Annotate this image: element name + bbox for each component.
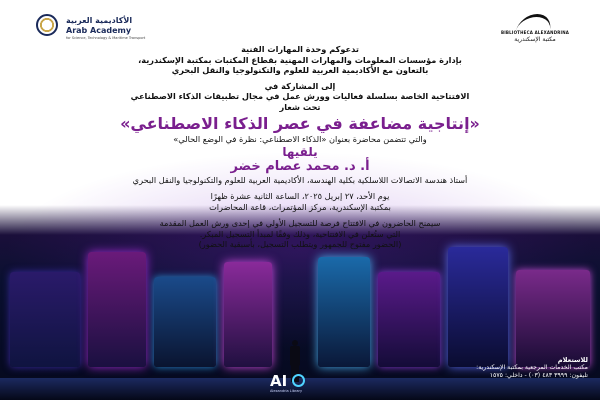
arab-academy-logo (22, 14, 172, 46)
invite-line-3: بالتعاون مع الأكاديمية العربية للعلوم والتكنولوجيا والنقل البحري (171, 65, 429, 75)
ai-logo-text: AI (270, 372, 288, 390)
contact-heading: للاستعلام (557, 356, 588, 364)
event-date-time: يوم الأحد، ٢٧ إبريل ٢٠٢٥، الساعة الثانية عشرة ظهرًا (210, 191, 390, 201)
invite-line-2: بإدارة مؤسسات المعلومات والمهارات المهنية بقطاع المكتبات بمكتبة الإسكندرية، (138, 54, 462, 65)
contact-line-2: تليفون: ٣٩٩٩ ٤٨٣ (٠٣) - داخلي: ١٥٧٥ (489, 372, 588, 379)
ai-logo-subtitle: Alexandria Library (270, 389, 303, 393)
invite-line-1: تدعوكم وحدة المهارات الفنية (241, 44, 359, 54)
contact-info (428, 356, 588, 380)
note-line-2: التي ستُعلن في الافتتاحية، وذلك وفقًا لمبدأ التسجيل المبكر. (199, 228, 401, 239)
contact-line-1: مكتب الخدمات المرجعية بمكتبة الإسكندرية: (476, 364, 588, 371)
academy-arabic-name: الأكاديمية العربية (66, 16, 133, 25)
ai-logo-ring-icon (292, 374, 305, 387)
header-logos (0, 0, 600, 48)
event-slogan-title: «إنتاجية مضاعفة في عصر الذكاء الاصطناعي» (120, 114, 480, 133)
academy-emblem-icon (36, 14, 58, 36)
library-arabic-name: مكتبة الإسكندرية (514, 36, 556, 43)
lecture-title-line: والتي تتضمن محاضرة بعنوان «الذكاء الاصطناعي: نظرة في الوضع الحالي» (173, 134, 427, 144)
academy-english-name: Arab Academy (66, 26, 132, 35)
note-line-1: سيمنح الحاضرون في الافتتاح فرصة للتسجيل الأولي في إحدى ورش العمل المقدمة (159, 218, 441, 228)
note-line-3: (الحضور مفتوح للجمهور ويتطلب التسجيل، بأسبقية الحضور) (198, 239, 402, 249)
speaker-title: أستاذ هندسة الاتصالات اللاسلكية بكلية الهندسة، الأكاديمية العربية للعلوم والتكنولوجيا والنقل البحري (132, 174, 468, 185)
invite-line-5: الافتتاحية الخاصة بسلسلة فعاليات وورش عمل في مجال تطبيقات الذكاء الاصطناعي (130, 91, 470, 101)
speaker-name: أ. د. محمد عصام خضر (230, 158, 370, 174)
academy-english-subtitle: for Science, Technology & Maritime Transport (66, 36, 146, 40)
event-location: بمكتبة الإسكندرية، مركز المؤتمرات، قاعة المحاضرات (209, 201, 391, 212)
ai-event-logo (270, 372, 330, 394)
invite-line-6: تحت شعار (279, 101, 321, 112)
invite-line-4: إلى المشاركة في (264, 80, 336, 91)
library-arc-icon (516, 14, 555, 31)
invitation-text (0, 44, 600, 250)
bibliotheca-alexandrina-logo (490, 14, 580, 44)
speaker-intro: يلقيها (282, 144, 318, 159)
library-english-name: BIBLIOTHECA ALEXANDRINA (500, 30, 570, 35)
